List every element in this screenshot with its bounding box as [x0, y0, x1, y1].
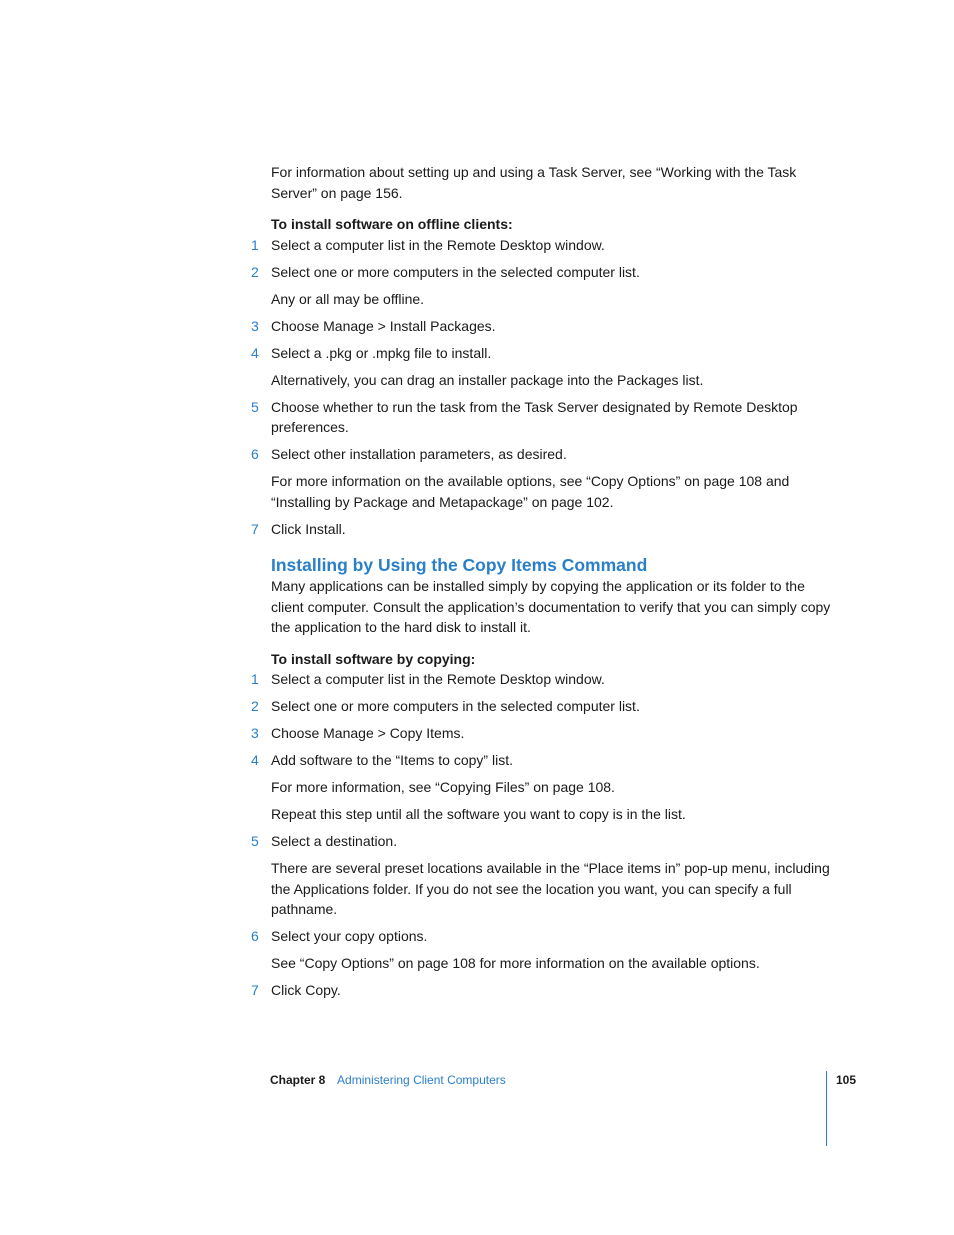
step-note: There are several preset locations available in the “Place items in” pop-up menu, including the Applications folder. If you do not see the location you want, you can specify a full pathname. [271, 860, 830, 917]
step-text: Select your copy options. [271, 928, 428, 944]
step-number: 4 [251, 752, 259, 768]
step-note: See “Copy Options” on page 108 for more information on the available options. [271, 955, 760, 971]
page-footer [270, 1071, 506, 1089]
step-number: 5 [251, 833, 259, 849]
offline-step-1 [251, 235, 831, 256]
copying-step-3 [251, 723, 831, 744]
step-text: Click Copy. [271, 982, 341, 998]
step-text: Select a destination. [271, 833, 398, 849]
step-text: Click Install. [271, 520, 346, 537]
step-number: 6 [251, 446, 259, 462]
step-note: For more information on the available options, see “Copy Options” on page 108 and “Installing by Package and Metapackage” on page 102. [271, 473, 790, 510]
copying-step-7 [251, 980, 831, 1001]
page-content [251, 162, 831, 1007]
step-number: 5 [251, 398, 259, 415]
offline-step-7 [251, 519, 831, 540]
step-note: Alternatively, you can drag an installer package into the Packages list. [271, 371, 704, 388]
step-number: 1 [251, 236, 259, 253]
copying-step-4 [251, 750, 831, 771]
step-text: Select a .pkg or .mpkg file to install. [271, 344, 492, 361]
step-text: Select a computer list in the Remote Desktop window. [271, 671, 605, 687]
copying-step-1 [251, 669, 831, 690]
section-title: Installing by Using the Copy Items Command [271, 555, 648, 575]
intro-paragraph: For information about setting up and using a Task Server, see “Working with the Task Server” on page 156. [271, 164, 797, 201]
step-text: Select one or more computers in the selected computer list. [271, 698, 640, 714]
offline-step-6 [251, 444, 831, 465]
step-text: Select a computer list in the Remote Desktop window. [271, 236, 605, 253]
step-note: Repeat this step until all the software you want to copy is in the list. [271, 806, 686, 822]
chapter-label: Chapter 8 [270, 1073, 326, 1087]
page-number: 105 [836, 1073, 857, 1087]
step-number: 2 [251, 263, 259, 280]
step-text: Choose Manage > Copy Items. [271, 725, 465, 741]
offline-step-2 [251, 262, 831, 283]
step-number: 2 [251, 698, 259, 714]
copying-step-6 [251, 926, 831, 947]
step-text: Select one or more computers in the selected computer list. [271, 263, 640, 280]
footer-divider [826, 1071, 827, 1146]
offline-step-5 [251, 397, 831, 438]
step-note: For more information, see “Copying Files” on page 108. [271, 779, 615, 795]
step-number: 3 [251, 317, 259, 334]
offline-step-4 [251, 343, 831, 364]
offline-procedure-heading: To install software on offline clients: [271, 216, 513, 232]
copying-step-2 [251, 696, 831, 717]
step-text: Select other installation parameters, as desired. [271, 446, 567, 462]
step-number: 3 [251, 725, 259, 741]
offline-step-3 [251, 316, 831, 337]
step-note: Any or all may be offline. [271, 290, 425, 307]
step-number: 6 [251, 928, 259, 944]
copying-step-5 [251, 831, 831, 852]
step-text: Choose Manage > Install Packages. [271, 317, 496, 334]
step-number: 1 [251, 671, 259, 687]
step-text: Add software to the “Items to copy” list. [271, 752, 513, 768]
copying-procedure-heading: To install software by copying: [271, 650, 476, 667]
step-number: 4 [251, 344, 259, 361]
step-text: Choose whether to run the task from the Task Server designated by Remote Desktop preferences. [271, 398, 798, 435]
section-body: Many applications can be installed simply by copying the application or its folder to the client computer. Consult the application’s documentation to verify that you can simply copy the application to the hard disk to install it. [271, 578, 831, 635]
chapter-title: Administering Client Computers [337, 1073, 506, 1087]
step-number: 7 [251, 520, 259, 537]
step-number: 7 [251, 982, 259, 998]
